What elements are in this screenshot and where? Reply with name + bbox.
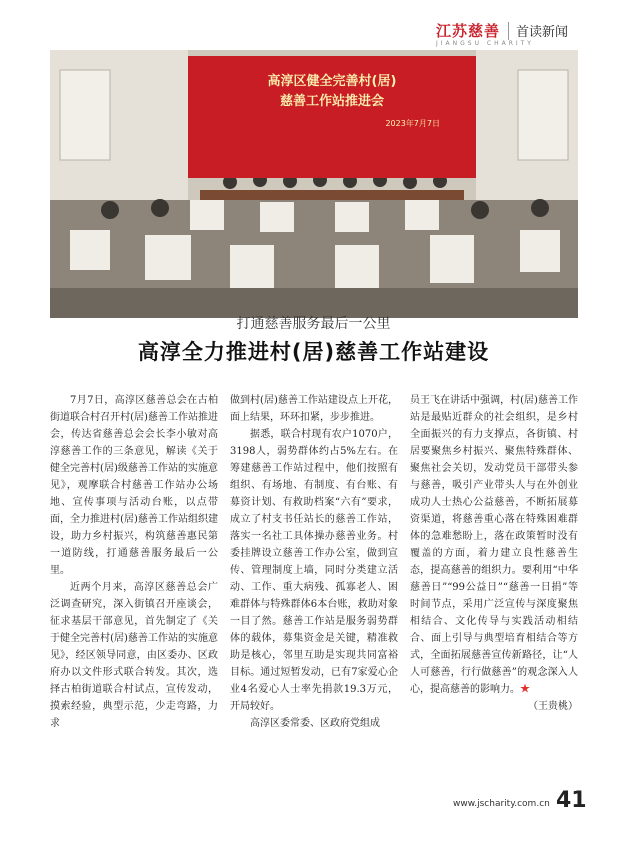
website-url: www.jscharity.com.cn <box>453 799 550 809</box>
article-subtitle: 打通慈善服务最后一公里 <box>236 316 391 332</box>
banner-title-line1: 高淳区健全完善村(居) <box>267 74 397 89</box>
author-credit: （王贵桃） <box>528 701 578 712</box>
meeting-photo <box>50 50 578 318</box>
masthead-divider <box>508 22 509 40</box>
article-column-2 <box>230 392 398 732</box>
paragraph: 近两个月来，高淳区慈善总会广泛调查研究，深入街镇召开座谈会，征求基层干部意见，首先制定了《关于健全完善村(居)慈善工作站的实施意见》，经区领导同意，由区委办、区政府办以文件形式联合转发。其次，选择古柏街道联合村试点，宣传发动，摸索经验，典型示范，少走弯路，力求 <box>50 582 218 729</box>
banner-date: 2023年7月7日 <box>385 119 440 128</box>
paragraph-text: 员王飞在讲话中强调，村(居)慈善工作站是最贴近群众的社会组织，是乡村全面振兴的有力支撑点，各街镇、村居要聚焦乡村振兴、聚焦特殊群体、聚焦社会关切，发动党员干部带头参与慈善，吸引产业带头人与在外创业成功人士热心公益慈善，不断拓展募资渠道，将慈善重心落在特殊困难群体的急难愁盼上，落在政策暂时没有覆盖的方面，着力建立良性慈善生态，提高慈善的组织力。要利用“中华慈善日”“99公益日”“慈善一日捐”等时间节点，采用广泛宣传与深度聚焦相结合、文化传导与实践活动相结合、面上引导与典型培育相结合等方式，全面拓展慈善宣传新路径，让“人人可慈善，行行做慈善”的观念深入人心，提高慈善的影响力。 <box>410 395 578 695</box>
article-column-3 <box>410 392 578 715</box>
paragraph: 据悉，联合村现有农户1070户，3198人，弱势群体约占5%左右。在筹建慈善工作站过程中，他们按照有组织、有场地、有制度、有台账、有募资计划、有救助档案“六有”要求，成立了村支书任站长的慈善工作站，落实一名社工具体操办慈善业务。村委挂牌设立慈善工作办公室，做到宣传、管理制度上墙，同时分类建立活动、工作、重大病残、孤寡老人、困难群体与特殊群体6本台账，救助对象一目了然。慈善工作站是服务弱势群体的载体，募集资金是关键，精准救助是核心，邻里互助是实现共同富裕目标。通过短暂发动，已有7家爱心企业4名爱心人士率先捐款19.3万元，开局较好。 <box>230 429 398 712</box>
event-banner <box>188 56 476 178</box>
paragraph <box>410 392 578 712</box>
article-column-1 <box>50 392 218 732</box>
banner-title-line2: 慈善工作站推进会 <box>279 94 384 109</box>
paragraph: 7月7日，高淳区慈善总会在古柏街道联合村召开村(居)慈善工作站推进会，传达省慈善总会会长李小敏对高淳慈善工作的三条意见，解读《关于健全完善村(居)级慈善工作站的实施意见》，观摩联合村慈善工作站办公场地、宣传事项与活动台账，以点带面，全力推进村(居)慈善工作站组织建设，助力乡村振兴，构筑慈善惠民第一道防线，打通慈善服务最后一公里。 <box>50 395 218 576</box>
logo: 江苏慈善 <box>436 22 501 40</box>
article-headline: 高淳全力推进村(居)慈善工作站建设 <box>137 340 490 364</box>
end-star-icon: ★ <box>520 684 530 695</box>
masthead <box>424 18 604 48</box>
page-number: 41 <box>556 788 587 813</box>
section-title: 首读新闻 <box>516 25 569 40</box>
paragraph: 做到村(居)慈善工作站建设点上开花，面上结果，环环扣紧，步步推进。 <box>230 395 398 423</box>
paragraph: 高淳区委常委、区政府党组成 <box>250 718 380 729</box>
logo-subtext: JIANGSU CHARITY <box>436 40 534 47</box>
